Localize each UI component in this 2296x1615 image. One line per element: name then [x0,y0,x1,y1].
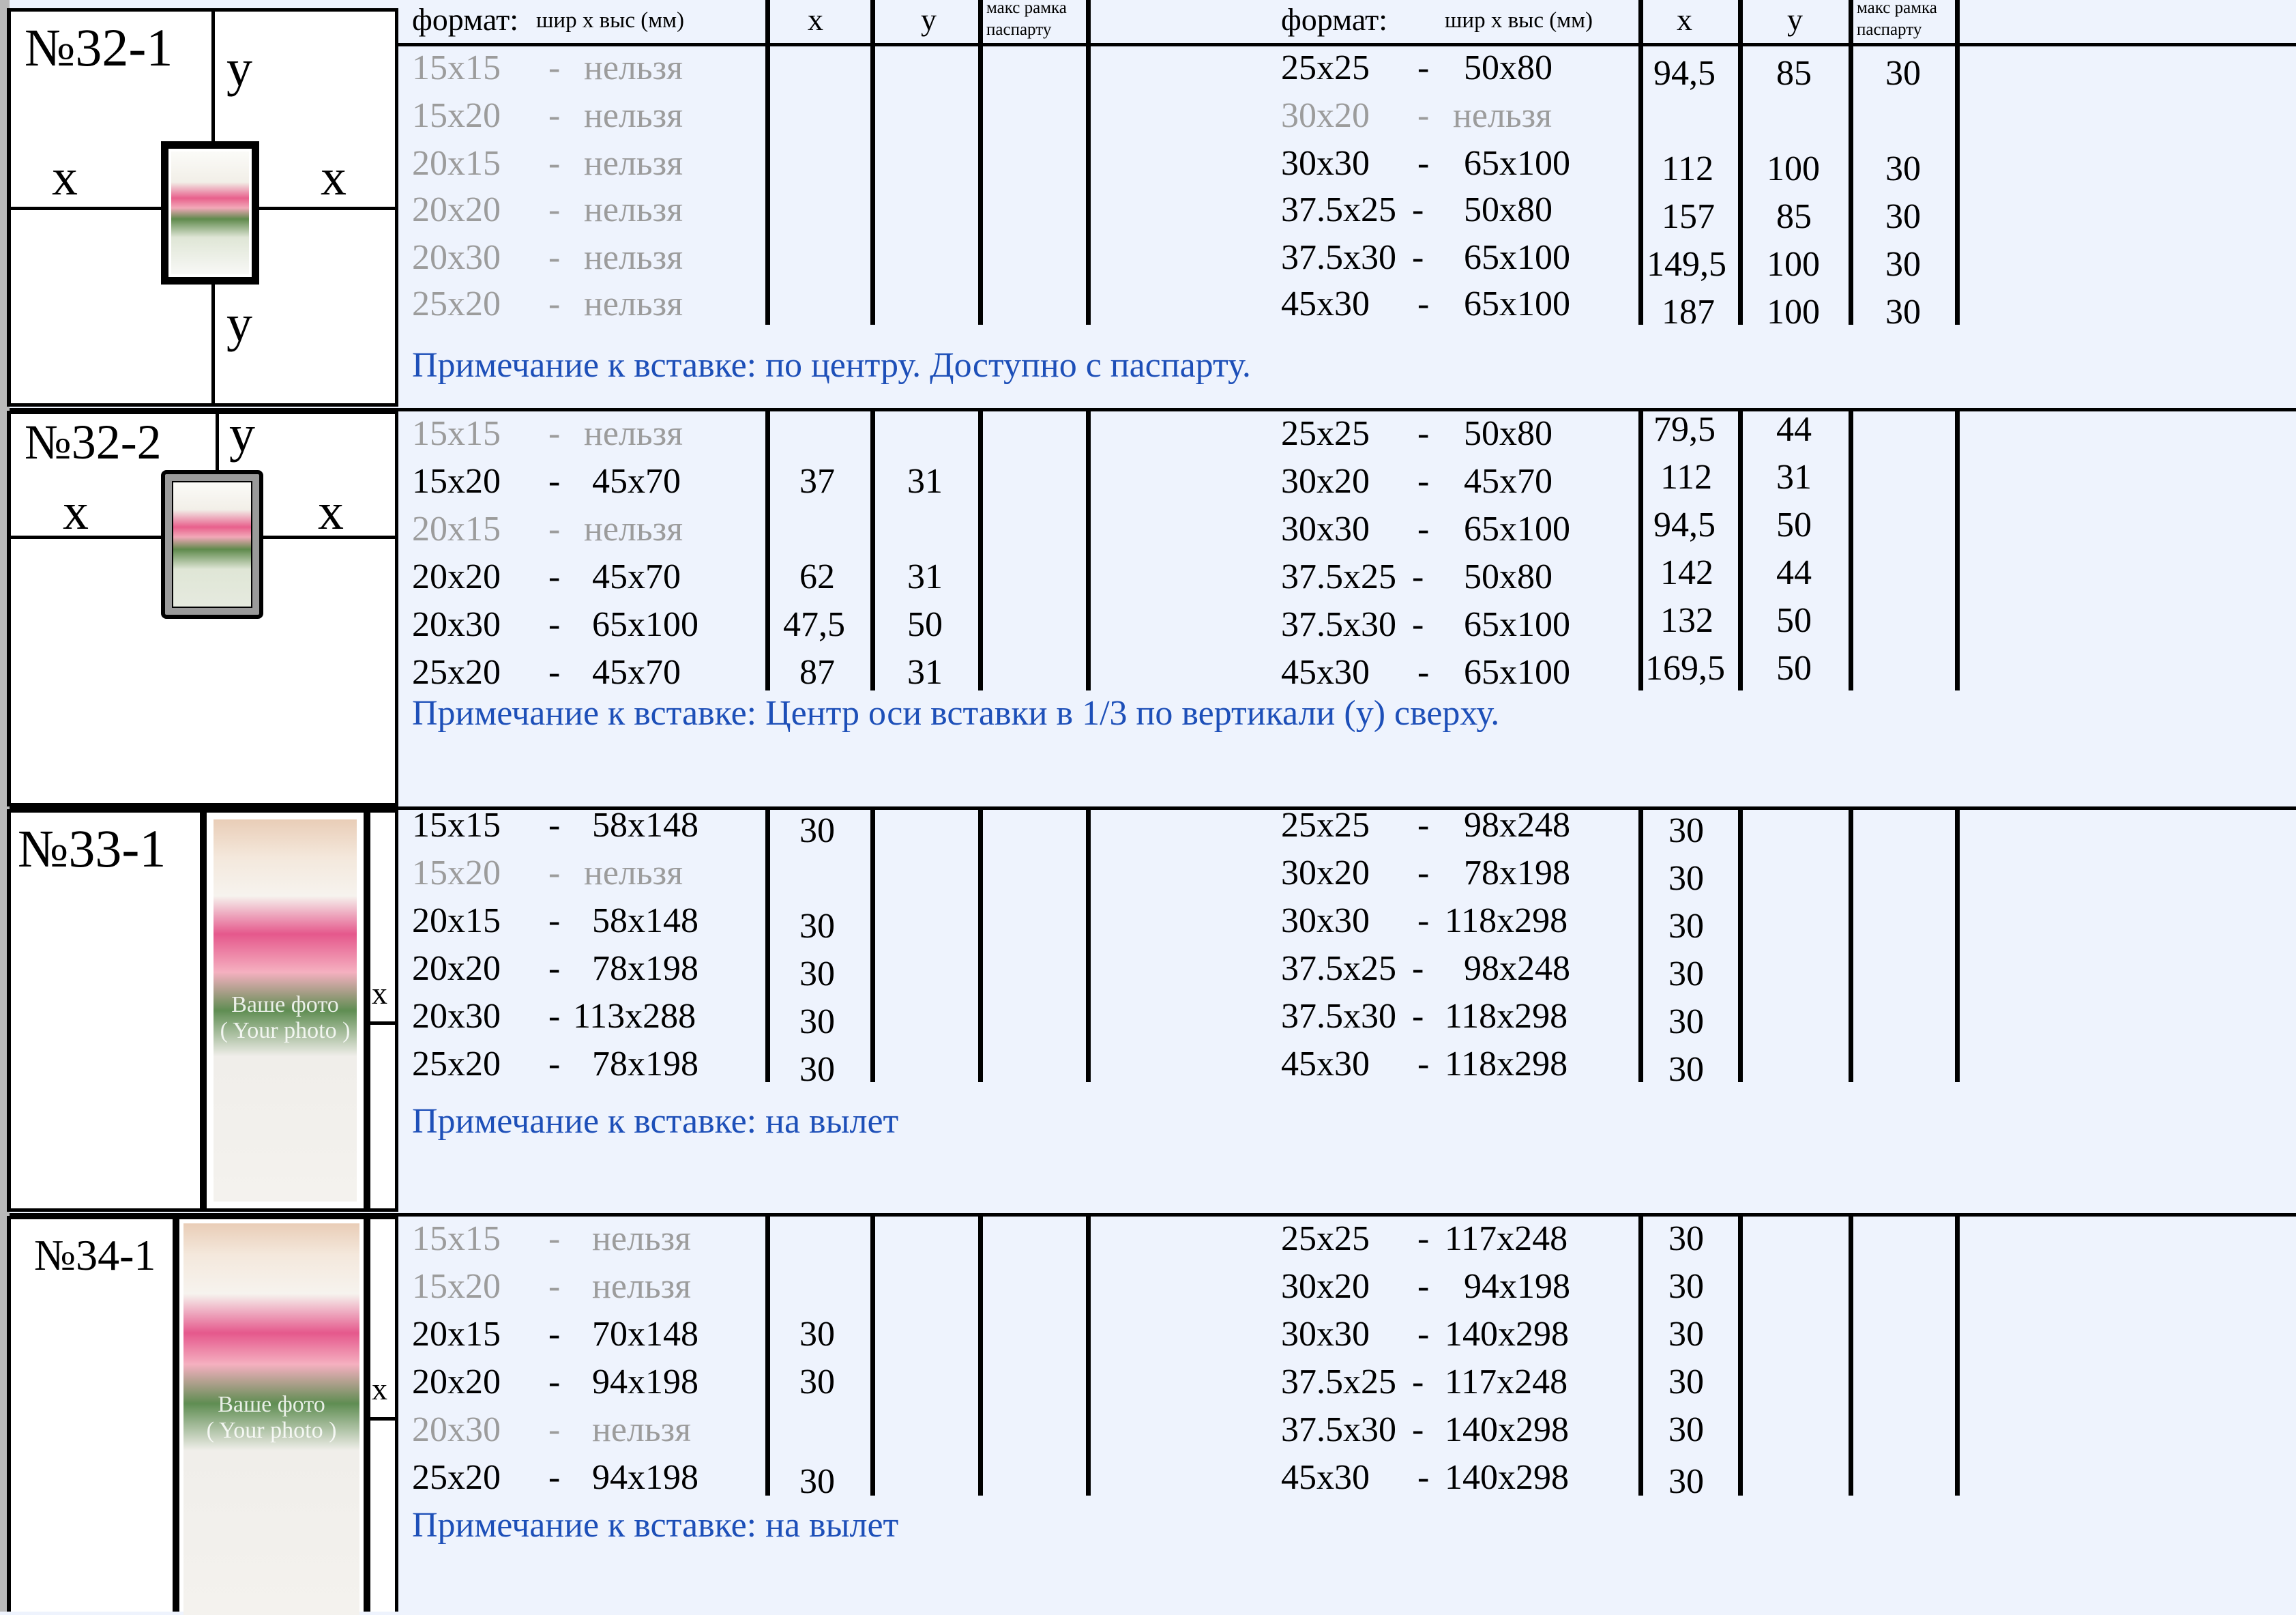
format-cell: 45х30 [1281,285,1370,323]
column-rule [1849,411,1853,690]
format-cell: 25х25 [1281,48,1370,87]
format-cell: 15х20 [412,462,501,501]
header-mat-left-1: макс рамка [986,0,1067,17]
format-cell: 15х20 [412,96,501,135]
column-rule [1638,411,1643,690]
insert-note: Примечание к вставке: на вылет [412,1506,899,1545]
x-cell: 30 [799,811,835,850]
format-cell: 37.5х25 [1281,190,1396,229]
photo-caption-en: ( Your photo ) [220,1018,351,1043]
column-rule [1955,0,1960,325]
column-rule [765,411,770,690]
format-cell: 15х15 [412,806,501,845]
size-cell: нельзя [584,48,683,87]
format-cell: 25х25 [1281,806,1370,845]
size-cell: нельзя [584,854,683,892]
size-cell: 140х298 [1445,1410,1569,1449]
size-cell: 140х298 [1445,1458,1569,1497]
size-cell: 50х80 [1464,190,1552,229]
x-cell: 30 [799,1363,835,1401]
size-cell: 65х100 [1464,238,1570,277]
size-cell: 45х70 [1464,462,1552,501]
sep-cell: - [548,653,561,692]
header-mat-right-1: макс рамка [1857,0,1937,17]
header-size-right: шир х выс (мм) [1445,8,1593,33]
sep-cell: - [548,557,561,596]
sep-cell: - [548,901,561,940]
xy-cells [0,53,2296,94]
layout-id: №34-1 [34,1231,156,1279]
size-cell: 45х70 [592,462,681,501]
size-cell: 118х298 [1445,997,1568,1036]
x-axis-pane [367,1216,398,1612]
sep-cell: - [548,285,561,323]
format-cell: 37.5х25 [1281,557,1396,596]
size-cell: 118х298 [1445,901,1568,940]
format-cell: 45х30 [1281,1458,1370,1497]
format-cell: 37.5х30 [1281,605,1396,644]
insert-note: Примечание к вставке: на вылет [412,1102,899,1141]
format-cell: 30х20 [1281,854,1370,892]
format-cell: 15х15 [412,48,501,87]
sep-cell: - [1417,96,1430,135]
x-cell: 30 [1668,955,1704,993]
y-cell: 31 [907,462,943,501]
column-rule [978,809,983,1082]
axis-label-x: х [372,976,387,1010]
size-cell: 65х100 [592,605,698,644]
x-cell: 30 [799,1462,835,1501]
sep-cell: - [1417,653,1430,692]
x-cell: 47,5 [783,605,845,644]
x-cell: 94,5 [1653,506,1716,544]
size-cell: нельзя [592,1410,692,1449]
y-cell: 50 [907,605,943,644]
column-rule [1638,1216,1643,1496]
size-cell: 65х100 [1464,605,1570,644]
x-cell: 30 [1668,1002,1704,1041]
x-cell: 30 [1668,907,1704,946]
x-cell: 30 [1668,1315,1704,1354]
layout-diagram-33-1 [7,809,203,1212]
sep-cell: - [1412,997,1424,1036]
size-cell: 140х298 [1445,1315,1569,1354]
axis-label-x-left: х [52,149,78,206]
y-cell: 44 [1776,410,1812,449]
x-cell: 142 [1660,553,1713,592]
format-cell: 20х30 [412,605,501,644]
sep-cell: - [1417,901,1430,940]
mat-cell: 30 [1885,293,1921,332]
sep-cell: - [548,997,561,1036]
x-cell: 30 [1668,1410,1704,1449]
xy-cells [0,292,2296,333]
format-cell: 37.5х25 [1281,1363,1396,1401]
size-cell: 78х198 [592,1045,698,1083]
header-y-right: у [1787,2,1803,37]
format-cell: 30х30 [1281,510,1370,549]
column-rule [978,411,983,690]
size-cell: 65х100 [1464,144,1570,183]
format-cell: 15х20 [412,854,501,892]
column-rule [1086,1216,1091,1496]
sep-cell: - [548,144,561,183]
size-cell: 94х198 [592,1363,698,1401]
format-cell: 25х25 [1281,1219,1370,1258]
size-cell: 65х100 [1464,510,1570,549]
size-cell: 98х248 [1464,806,1570,845]
x-cell: 30 [1668,1219,1704,1258]
axis-label-x: х [372,1371,387,1406]
photo-caption-en: ( Your photo ) [206,1418,337,1443]
layout-id: №32-1 [25,18,173,77]
sep-cell: - [1417,462,1430,501]
column-rule [1738,0,1743,325]
column-rule [1738,809,1743,1082]
column-rule [1955,1216,1960,1496]
size-cell: 117х248 [1445,1219,1568,1258]
sep-cell: - [1417,144,1430,183]
column-rule [1086,411,1091,690]
axis-label-x-right: х [318,483,344,540]
x-cell: 62 [799,557,835,596]
column-rule [978,0,983,325]
size-cell: 50х80 [1464,48,1552,87]
header-underline [396,43,2296,46]
format-cell: 30х30 [1281,1315,1370,1354]
format-cell: 20х20 [412,190,501,229]
sep-cell: - [548,48,561,87]
format-cell: 37.5х30 [1281,997,1396,1036]
size-cell: 70х148 [592,1315,698,1354]
size-cell: 50х80 [1464,414,1552,453]
column-rule [870,809,875,1082]
x-cell: 30 [1668,859,1704,898]
mat-cell: 30 [1885,149,1921,188]
photo-pane [176,1216,367,1612]
header-y-left: у [921,2,937,37]
insert-note: Примечание к вставке: по центру. Доступно с паспарту. [412,346,1251,385]
x-cell: 149,5 [1647,245,1726,284]
x-cell: 132 [1660,601,1713,640]
axis-tick [370,1417,395,1421]
y-cell: 50 [1776,601,1812,640]
x-cell: 30 [799,1315,835,1354]
header-format-left: формат: [412,2,519,37]
column-rule [1638,809,1643,1082]
format-cell: 30х20 [1281,96,1370,135]
x-cell: 187 [1662,293,1715,332]
format-cell: 25х20 [412,285,501,323]
photo-placeholder [214,819,357,1202]
size-cell: нельзя [584,285,683,323]
mat-cell: 30 [1885,54,1921,93]
axis-label-x-right: х [321,149,347,206]
format-cell: 30х20 [1281,462,1370,501]
format-cell: 45х30 [1281,653,1370,692]
layout-id: №32-2 [25,415,162,469]
format-cell: 20х15 [412,901,501,940]
xy-cells [0,149,2296,190]
format-cell: 20х30 [412,238,501,277]
size-cell: 118х298 [1445,1045,1568,1083]
sep-cell: - [1417,1315,1430,1354]
y-cell: 100 [1767,149,1820,188]
size-cell: 117х248 [1445,1363,1568,1401]
y-cell: 100 [1767,245,1820,284]
format-cell: 30х30 [1281,144,1370,183]
header-x-left: х [808,2,823,37]
column-rule [765,0,770,325]
photo-placeholder [172,481,252,608]
column-rule [1638,0,1643,325]
sep-cell: - [1417,510,1430,549]
x-cell: 30 [799,955,835,993]
layout-diagram-34-1 [7,1216,176,1612]
column-rule [765,1216,770,1496]
x-cell: 30 [1668,1363,1704,1401]
y-cell: 31 [907,653,943,692]
sep-cell: - [548,96,561,135]
format-cell: 20х15 [412,144,501,183]
insert-note: Примечание к вставке: Центр оси вставки в 1/3 по вертикали (у) сверху. [412,694,1500,733]
header-mat-left [986,0,1067,41]
y-cell: 50 [1776,506,1812,544]
column-rule [1955,809,1960,1082]
sep-cell: - [1412,557,1424,596]
column-rule [870,1216,875,1496]
format-cell: 45х30 [1281,1045,1370,1083]
format-cell: 20х30 [412,997,501,1036]
size-cell: нельзя [584,144,683,183]
sep-cell: - [548,462,561,501]
column-rule [1955,411,1960,690]
format-cell: 25х20 [412,1458,501,1497]
x-cell: 87 [799,653,835,692]
size-cell: 98х248 [1464,949,1570,988]
sep-cell: - [1412,190,1424,229]
format-cell: 15х20 [412,1267,501,1306]
sep-cell: - [1417,1219,1430,1258]
y-cell: 50 [1776,649,1812,688]
x-cell: 112 [1662,149,1714,188]
sep-cell: - [548,1363,561,1401]
xy-cells [0,244,2296,285]
size-cell: 50х80 [1464,557,1552,596]
size-cell: нельзя [584,96,683,135]
format-cell: 15х15 [412,1219,501,1258]
sep-cell: - [548,605,561,644]
column-rule [1849,1216,1853,1496]
sep-cell: - [548,190,561,229]
header-mat-right [1857,0,1937,41]
x-cell: 94,5 [1653,54,1716,93]
column-rule [1738,411,1743,690]
sep-cell: - [548,854,561,892]
column-rule [1849,809,1853,1082]
format-cell: 20х20 [412,557,501,596]
photo-insert-frame [161,470,263,619]
sep-cell: - [548,949,561,988]
size-cell: нельзя [592,1267,692,1306]
sep-cell: - [1417,414,1430,453]
axis-line-vertical [216,414,219,473]
format-cell: 20х15 [412,510,501,549]
sep-cell: - [1417,48,1430,87]
photo-caption-ru: Ваше фото [218,1392,325,1417]
y-cell: 85 [1776,54,1812,93]
axis-label-x-left: х [63,483,89,540]
sep-cell: - [548,414,561,453]
size-cell: 94х198 [1464,1267,1570,1306]
sep-cell: - [1417,1045,1430,1083]
y-cell: 44 [1776,553,1812,592]
header-x-right: х [1677,2,1692,37]
size-cell: 58х148 [592,806,698,845]
x-cell: 79,5 [1653,410,1716,449]
size-cell: нельзя [584,238,683,277]
x-cell: 30 [799,907,835,946]
mat-cell: 30 [1885,245,1921,284]
size-cell: 94х198 [592,1458,698,1497]
x-cell: 169,5 [1645,649,1725,688]
size-cell: 65х100 [1464,653,1570,692]
column-rule [870,0,875,325]
column-rule [1849,0,1853,325]
size-cell: 45х70 [592,653,681,692]
sep-cell: - [548,1410,561,1449]
size-cell: 78х198 [592,949,698,988]
photo-pane [203,809,367,1212]
format-cell: 30х20 [1281,1267,1370,1306]
y-cell: 85 [1776,197,1812,236]
column-rule [978,1216,983,1496]
layout-diagram-32-2 [7,405,398,806]
sep-cell: - [548,1315,561,1354]
format-cell: 20х15 [412,1315,501,1354]
photo-caption-ru: Ваше фото [231,992,339,1017]
sep-cell: - [1417,854,1430,892]
format-cell: 25х20 [412,653,501,692]
size-cell: 58х148 [592,901,698,940]
sep-cell: - [548,1045,561,1083]
xy-cells [0,197,2296,237]
column-rule [765,809,770,1082]
sep-cell: - [548,510,561,549]
size-cell: 113х288 [573,997,696,1036]
size-cell: 65х100 [1464,285,1570,323]
axis-label-y-bottom: у [226,295,252,352]
x-axis-pane [367,809,398,1212]
y-cell: 31 [907,557,943,596]
size-cell: нельзя [584,190,683,229]
sep-cell: - [1412,1363,1424,1401]
header-mat-left-2: паспарту [986,20,1052,39]
y-cell: 100 [1767,293,1820,332]
x-cell: 157 [1662,197,1715,236]
size-cell: нельзя [1453,96,1552,135]
format-cell: 30х30 [1281,901,1370,940]
sep-cell: - [548,806,561,845]
layout-id: №33-1 [18,819,166,878]
format-cell: 25х20 [412,1045,501,1083]
column-rule [1086,809,1091,1082]
x-cell: 37 [799,462,835,501]
sep-cell: - [548,1267,561,1306]
size-cell: 45х70 [592,557,681,596]
format-cell: 37.5х30 [1281,1410,1396,1449]
sep-cell: - [1417,285,1430,323]
x-cell: 30 [799,1002,835,1041]
mat-cell: 30 [1885,197,1921,236]
x-cell: 30 [1668,1462,1704,1501]
format-cell: 37.5х30 [1281,238,1396,277]
sep-cell: - [1417,1458,1430,1497]
sep-cell: - [1412,238,1424,277]
format-cell: 20х20 [412,949,501,988]
photo-placeholder [183,1223,359,1615]
format-cell: 20х20 [412,1363,501,1401]
x-cell: 30 [1668,1050,1704,1089]
column-rule [1738,1216,1743,1496]
header-size-left: шир х выс (мм) [536,8,684,33]
x-cell: 30 [799,1050,835,1089]
size-cell: нельзя [584,510,683,549]
x-cell: 30 [1668,1267,1704,1306]
column-rule [870,411,875,690]
sep-cell: - [1412,1410,1424,1449]
sep-cell: - [1412,949,1424,988]
axis-label-y-top: у [226,40,252,97]
axis-label-y-top: у [229,405,255,463]
size-cell: нельзя [584,414,683,453]
sep-cell: - [548,1458,561,1497]
format-cell: 25х25 [1281,414,1370,453]
axis-tick [370,1021,395,1025]
format-cell: 37.5х25 [1281,949,1396,988]
x-cell: 112 [1660,458,1713,497]
format-cell: 15х15 [412,414,501,453]
header-mat-right-2: паспарту [1857,20,1922,39]
size-cell: нельзя [592,1219,692,1258]
sep-cell: - [548,238,561,277]
x-cell: 30 [1668,811,1704,850]
sep-cell: - [1412,605,1424,644]
size-cell: 78х198 [1464,854,1570,892]
y-cell: 31 [1776,458,1812,497]
sep-cell: - [1417,1267,1430,1306]
header-format-right: формат: [1281,2,1388,37]
column-rule [1086,0,1091,325]
sep-cell: - [548,1219,561,1258]
format-cell: 20х30 [412,1410,501,1449]
sep-cell: - [1417,806,1430,845]
